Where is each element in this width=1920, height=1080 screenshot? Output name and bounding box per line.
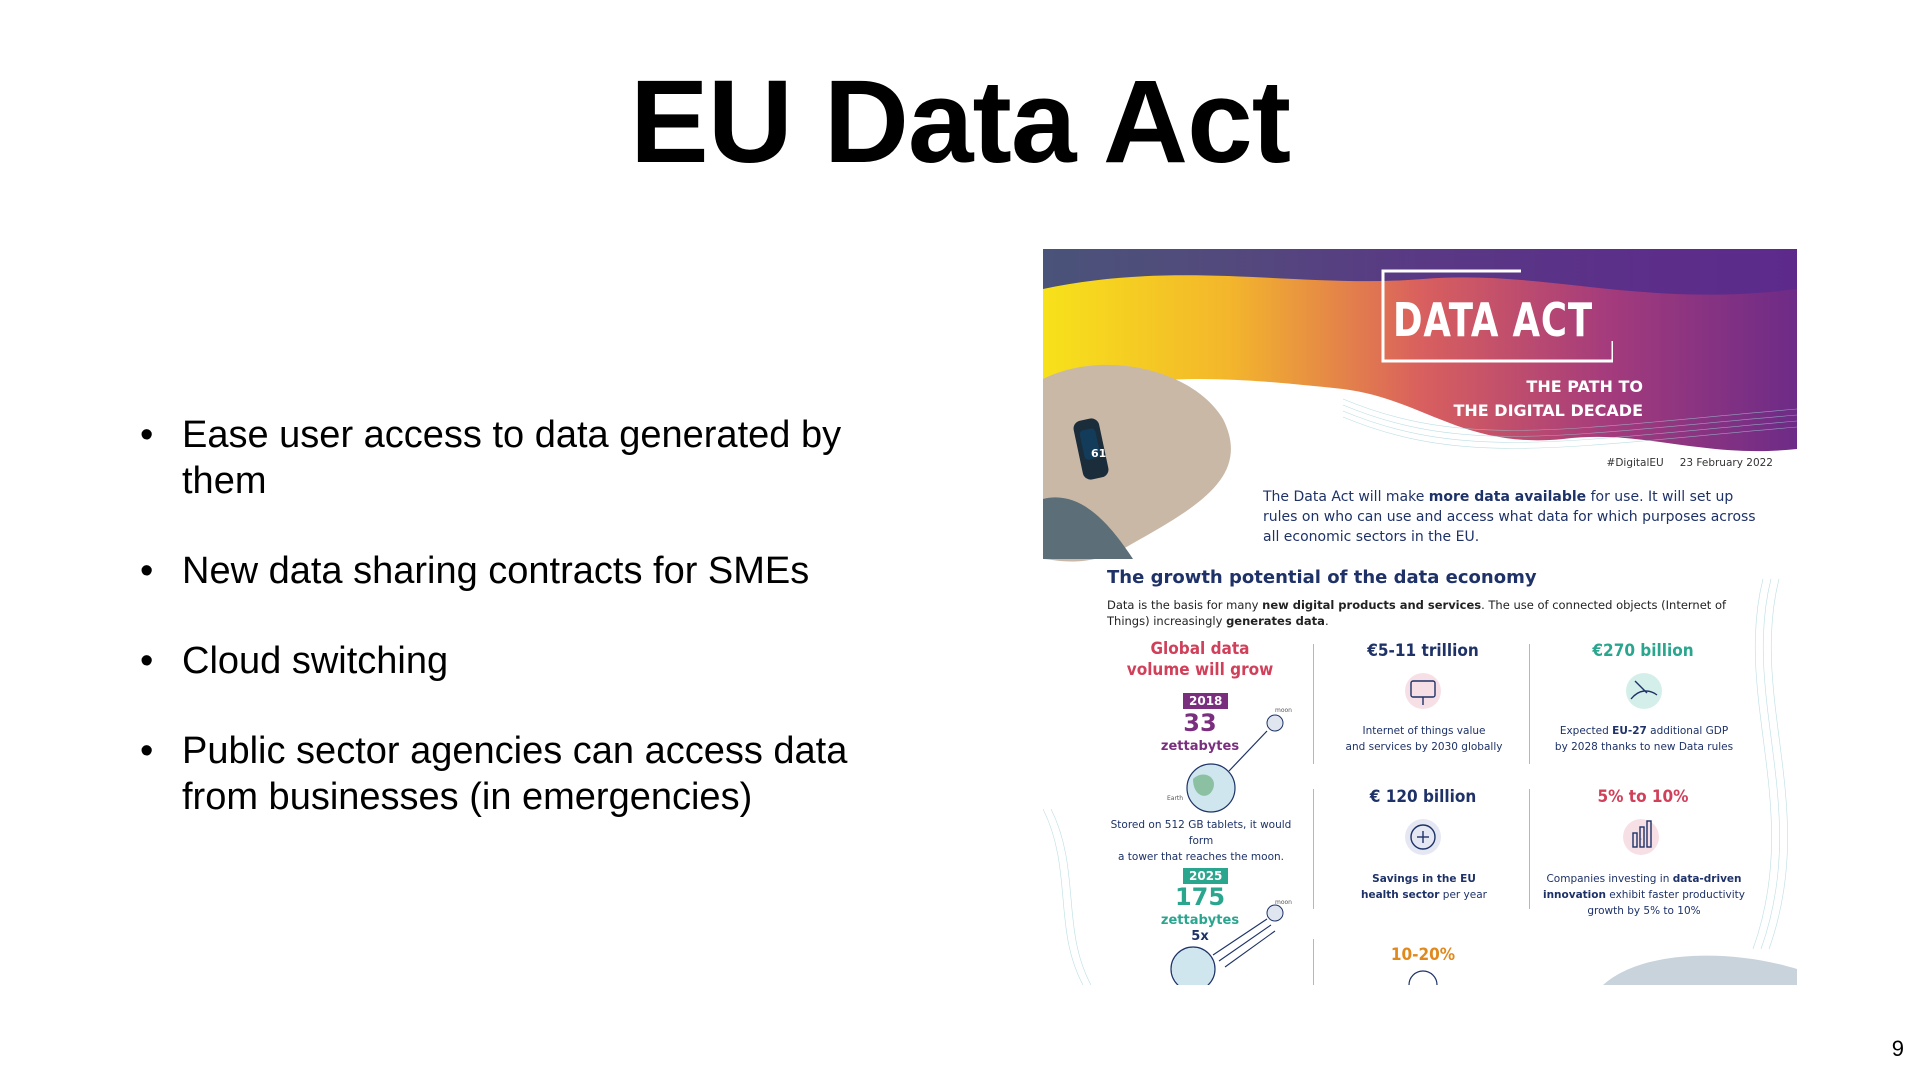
desc-part: . The use of connected objects (Internet of Things) increasingly bbox=[1107, 598, 1727, 628]
note-line: a tower that reaches the moon. bbox=[1118, 851, 1284, 863]
desc-line bbox=[1319, 887, 1529, 903]
desc-part: Companies investing in bbox=[1546, 873, 1673, 885]
bullet-list bbox=[136, 412, 896, 864]
bullet-dot: • bbox=[140, 550, 154, 592]
stat-value: €270 billion bbox=[1592, 641, 1694, 661]
publish-date: 23 February 2022 bbox=[1679, 457, 1773, 469]
global-data-title bbox=[1125, 639, 1275, 681]
desc-line bbox=[1319, 871, 1529, 887]
zettabytes-2025-value: 175 bbox=[1174, 883, 1226, 911]
stat-productivity-value bbox=[1553, 787, 1733, 807]
watch-reading: 61 bbox=[1091, 447, 1107, 460]
desc-bold: EU-27 bbox=[1612, 725, 1647, 737]
hashtag: #DigitalEU bbox=[1606, 457, 1664, 469]
stat-value: 10-20% bbox=[1390, 945, 1456, 965]
bullet-text: Cloud switching bbox=[182, 640, 449, 682]
data-act-logo bbox=[1381, 269, 1613, 363]
data-act-infographic bbox=[1043, 249, 1797, 985]
stat-health-description bbox=[1319, 871, 1529, 903]
year-badge-2018: 2018 bbox=[1183, 693, 1228, 709]
tablet-tower-note bbox=[1099, 817, 1303, 865]
stat-gdp-description bbox=[1535, 723, 1753, 755]
bullet-text: Public sector agencies can access data from businesses (in emergencies) bbox=[182, 730, 848, 818]
zettabytes-2018-unit: zettabytes bbox=[1160, 739, 1240, 754]
desc-bold: innovation bbox=[1542, 889, 1606, 901]
zettabytes-2025-unit: zettabytes bbox=[1160, 913, 1240, 928]
stat-health-value bbox=[1333, 787, 1513, 807]
desc-part: additional GDP bbox=[1646, 725, 1729, 737]
bullet-item bbox=[136, 728, 896, 820]
desc-bold: health sector bbox=[1361, 889, 1440, 901]
earth-label: Earth bbox=[1167, 795, 1184, 802]
bullet-text: Ease user access to data generated by them bbox=[182, 414, 842, 502]
stat-value: 5% to 10% bbox=[1597, 787, 1689, 807]
title-line: volume will grow bbox=[1126, 660, 1274, 680]
growth-multiplier: 5x bbox=[1191, 929, 1209, 944]
desc-part: Data is the basis for many bbox=[1107, 598, 1263, 612]
stat-iot-description bbox=[1319, 723, 1529, 755]
section-title: The growth potential of the data economy bbox=[1107, 567, 1537, 588]
intro-bold: more data available bbox=[1428, 489, 1587, 505]
bullet-dot: • bbox=[140, 640, 154, 682]
bullet-item bbox=[136, 412, 896, 504]
desc-line: Internet of things value bbox=[1362, 725, 1486, 737]
bullet-item bbox=[136, 638, 896, 684]
title-line: Global data bbox=[1150, 639, 1250, 659]
intro-part: The Data Act will make bbox=[1263, 489, 1429, 505]
desc-part: Expected bbox=[1559, 725, 1613, 737]
bullet-text: New data sharing contracts for SMEs bbox=[182, 550, 810, 592]
desc-bold: generates data bbox=[1226, 614, 1325, 628]
infographic-subtitle bbox=[1443, 375, 1643, 423]
zettabytes-2018-value: 33 bbox=[1183, 709, 1217, 737]
stat-gdp-value bbox=[1553, 641, 1733, 661]
note-line: Stored on 512 GB tablets, it would form bbox=[1110, 819, 1292, 847]
stat-fifth-value bbox=[1333, 945, 1513, 965]
desc-part: per year bbox=[1439, 889, 1487, 901]
desc-bold: Savings in the EU bbox=[1372, 873, 1476, 885]
moon-label: moon bbox=[1275, 899, 1292, 906]
slide-title: EU Data Act bbox=[629, 56, 1290, 188]
stat-iot-value bbox=[1333, 641, 1513, 661]
meta-row bbox=[1563, 457, 1773, 469]
stat-value: € 120 billion bbox=[1369, 787, 1477, 807]
desc-line bbox=[1535, 871, 1753, 887]
bullet-dot: • bbox=[140, 730, 154, 772]
subtitle-line: THE DIGITAL DECADE bbox=[1453, 401, 1643, 420]
stat-productivity-description bbox=[1535, 871, 1753, 919]
desc-line: growth by 5% to 10% bbox=[1587, 905, 1701, 917]
subtitle-line: THE PATH TO bbox=[1526, 377, 1643, 396]
intro-text bbox=[1263, 487, 1763, 547]
logo-text: DATA ACT bbox=[1393, 293, 1593, 347]
stat-value: €5-11 trillion bbox=[1367, 641, 1479, 661]
intro-part: for use. It will set up rules on who can use and access what data for which purposes across all economic sectors in the EU. bbox=[1263, 489, 1756, 545]
desc-line bbox=[1535, 723, 1753, 739]
desc-line: and services by 2030 globally bbox=[1345, 741, 1503, 753]
desc-bold: data-driven bbox=[1672, 873, 1742, 885]
moon-label: moon bbox=[1275, 707, 1292, 714]
desc-line: by 2028 thanks to new Data rules bbox=[1554, 741, 1734, 753]
desc-line bbox=[1535, 887, 1753, 903]
section-description bbox=[1107, 597, 1757, 629]
page-number: 9 bbox=[1891, 1036, 1904, 1061]
desc-bold: new digital products and services bbox=[1262, 598, 1482, 612]
year-badge-2025: 2025 bbox=[1183, 868, 1228, 884]
desc-part: exhibit faster productivity bbox=[1605, 889, 1746, 901]
bullet-item bbox=[136, 548, 896, 594]
desc-part: . bbox=[1324, 614, 1329, 628]
bullet-dot: • bbox=[140, 414, 154, 456]
